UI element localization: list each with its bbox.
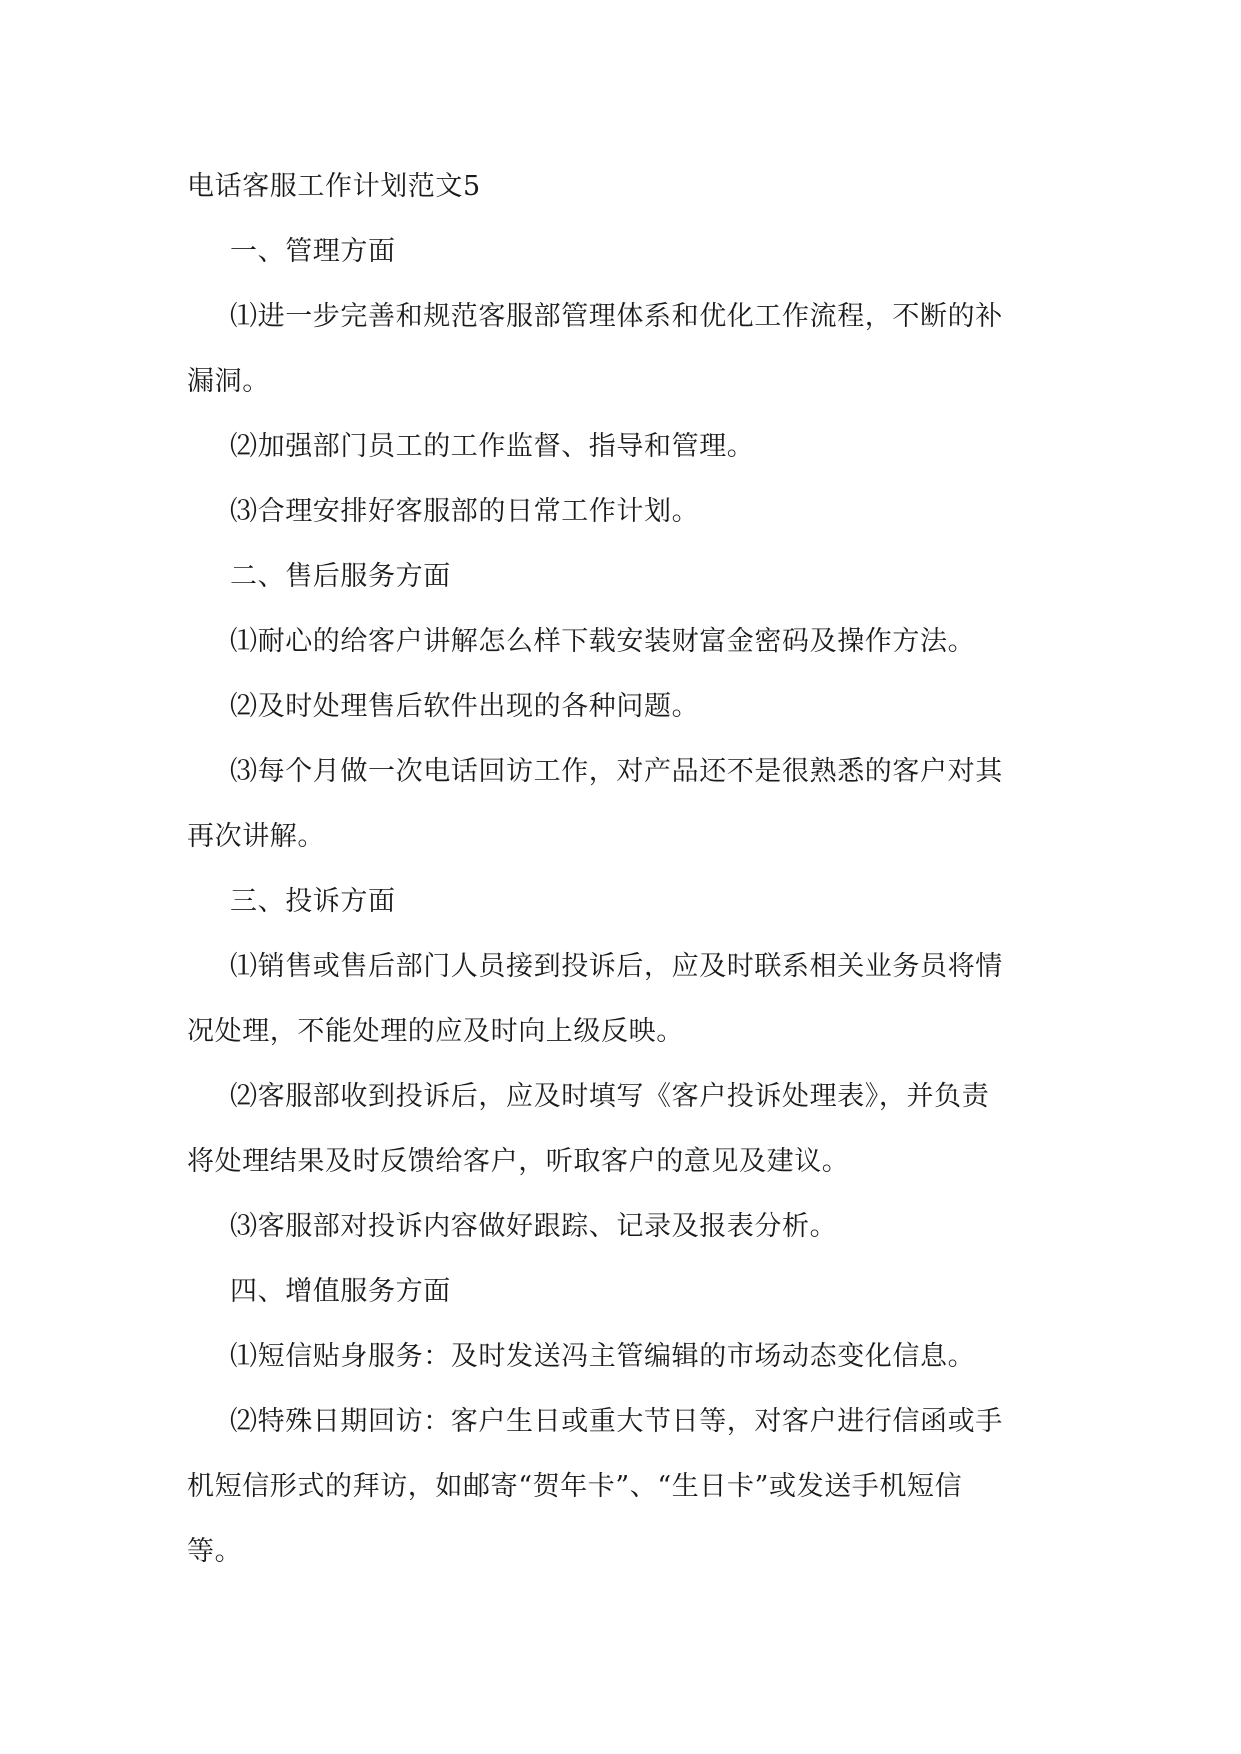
section-heading-complaints: 三、投诉方面 — [230, 886, 396, 917]
paragraph-line: ⑵客服部收到投诉后，应及时填写《客户投诉处理表》，并负责 — [230, 1081, 990, 1112]
paragraph-line: ⑴耐心的给客户讲解怎么样下载安装财富金密码及操作方法。 — [230, 626, 976, 657]
paragraph-line: ⑵特殊日期回访：客户生日或重大节日等，对客户进行信函或手 — [230, 1406, 1003, 1437]
document-title: 电话客服工作计划范文5 — [187, 171, 481, 202]
paragraph-line: 再次讲解。 — [187, 821, 325, 852]
paragraph-line: ⑴进一步完善和规范客服部管理体系和优化工作流程，不断的补 — [230, 301, 1003, 332]
document-body — [187, 154, 1069, 1584]
paragraph-line: 漏洞。 — [187, 366, 270, 397]
section-heading-management: 一、管理方面 — [230, 236, 396, 267]
paragraph-line: ⑴短信贴身服务：及时发送冯主管编辑的市场动态变化信息。 — [230, 1341, 976, 1372]
paragraph-line: 等。 — [187, 1536, 243, 1567]
paragraph-line: ⑶客服部对投诉内容做好跟踪、记录及报表分析。 — [230, 1211, 838, 1242]
paragraph-line: ⑶每个月做一次电话回访工作，对产品还不是很熟悉的客户对其 — [230, 756, 1003, 787]
paragraph-line: ⑵及时处理售后软件出现的各种问题。 — [230, 691, 700, 722]
paragraph-line: ⑶合理安排好客服部的日常工作计划。 — [230, 496, 700, 527]
paragraph-line: ⑴销售或售后部门人员接到投诉后，应及时联系相关业务员将情 — [230, 951, 1003, 982]
section-heading-after-sales: 二、售后服务方面 — [230, 561, 451, 592]
paragraph-line: 况处理，不能处理的应及时向上级反映。 — [187, 1016, 684, 1047]
section-heading-value-added: 四、增值服务方面 — [230, 1276, 451, 1307]
paragraph-line: ⑵加强部门员工的工作监督、指导和管理。 — [230, 431, 755, 462]
paragraph-line: 机短信形式的拜访，如邮寄“贺年卡”、“生日卡”或发送手机短信 — [187, 1471, 963, 1502]
paragraph-line: 将处理结果及时反馈给客户，听取客户的意见及建议。 — [187, 1146, 850, 1177]
